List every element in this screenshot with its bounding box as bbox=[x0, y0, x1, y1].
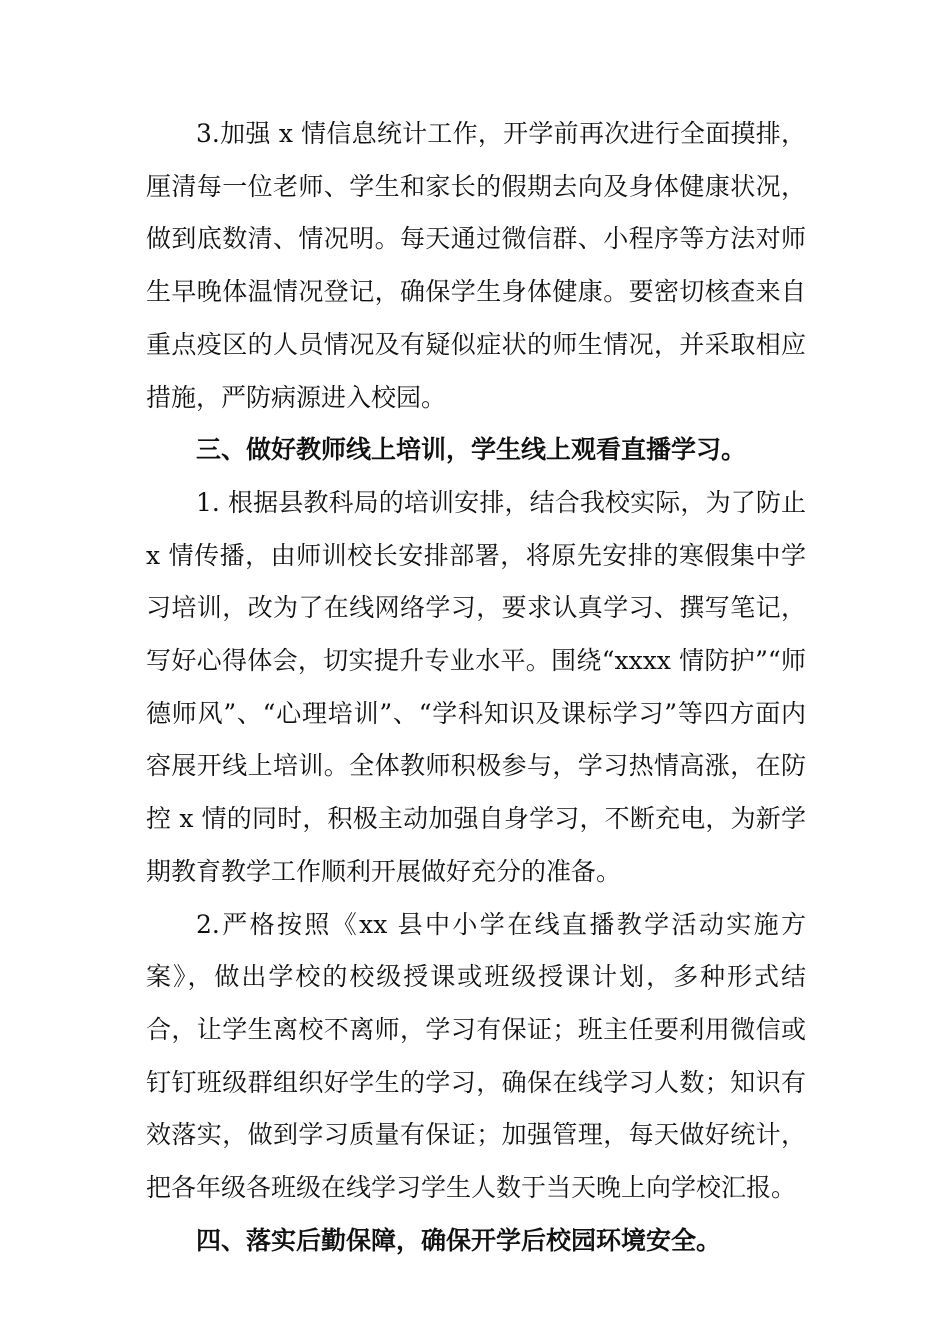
paragraph-2-3: 3.加强 x 情信息统计工作，开学前再次进行全面摸排，厘清每一位老师、学生和家长的假期去向及身体健康状况，做到底数清、情况明。每天通过微信群、小程序等方法对师生早晚体温情况登记，确保学生身体健康。要密切核查来自重点疫区的人员情况及有疑似症状的师生情况，并采取相应措施，严防病源进入校园。 bbox=[146, 119, 806, 412]
paragraph-3-2: 2.严格按照《xx 县中小学在线直播教学活动实施方案》，做出学校的校级授课或班级授课计划，多种形式结合，让学生离校不离师，学习有保证；班主任要利用微信或钉钉班级群组织好学生的学习，确保在线学习人数；知识有效落实，做到学习质量有保证；加强管理，每天做好统计，把各年级各班级在线学习学生人数于当天晚上向学校汇报。 bbox=[146, 909, 806, 1203]
section-heading-4: 四、落实后勤保障，确保开学后校园环境安全。 bbox=[196, 1225, 722, 1255]
section-heading-3: 三、做好教师线上培训，学生线上观看直播学习。 bbox=[196, 435, 747, 465]
document-body bbox=[146, 108, 806, 1267]
paragraph-3-1: 1. 根据县教科局的培训安排，结合我校实际，为了防止 x 情传播，由师训校长安排部署，将原先安排的寒假集中学习培训，改为了在线网络学习，要求认真学习、撰写笔记，写好心得体会，切实提升专业水平。围绕“xxxx 情防护”“师德师风”、“心理培训”、“学科知识及课标学习”等四方面内容展开线上培训。全体教师积极参与，学习热情高涨，在防控 x 情的同时，积极主动加强自身学习，不断充电，为新学期教育教学工作顺利开展做好充分的准备。 bbox=[146, 487, 806, 886]
